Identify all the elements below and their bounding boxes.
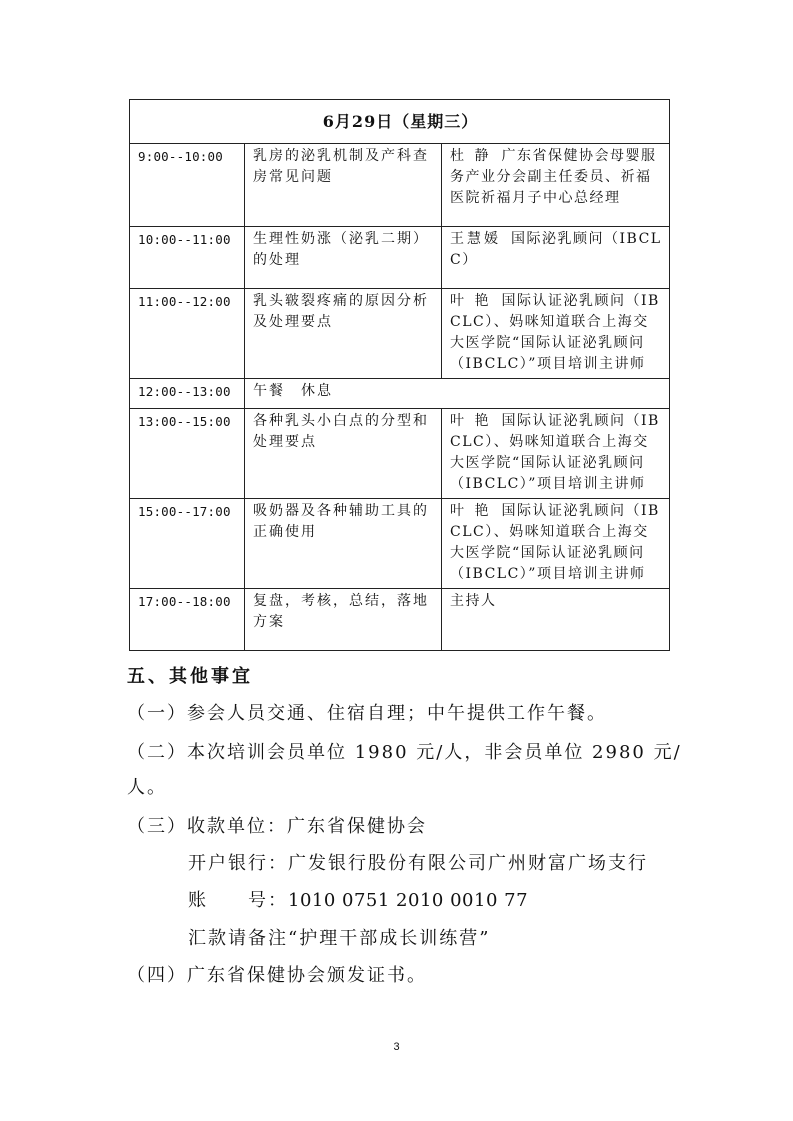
- table-row: [130, 144, 670, 227]
- item-certificate: （四）广东省保健协会颁发证书。: [127, 965, 427, 986]
- speaker-cell: [442, 499, 670, 589]
- speaker-name: 主持人: [450, 593, 497, 609]
- time-cell: 15:00--17:00: [130, 499, 245, 589]
- account-line: [188, 887, 528, 915]
- speaker-desc: 国际认证泌乳顾问（IBCLC）、妈咪知道联合上海交大医学院“国际认证泌乳顾问（IBCLC）”项目培训主讲师: [450, 413, 660, 492]
- topic-cell: 生理性奶涨（泌乳二期）的处理: [245, 227, 442, 289]
- topic-cell: 复盘，考核，总结，落地方案: [245, 589, 442, 651]
- item-fee-line2: 人。: [127, 777, 167, 798]
- time-cell: 13:00--15:00: [130, 409, 245, 499]
- lunch-cell: 午餐 休息: [245, 379, 670, 409]
- table-row: [130, 499, 670, 589]
- speaker-cell: [442, 589, 670, 651]
- account-label: 账 号：: [188, 890, 288, 911]
- table-row: [130, 409, 670, 499]
- item-payee: （三）收款单位：广东省保健协会: [127, 816, 427, 837]
- speaker-desc: 国际认证泌乳顾问（IBCLC）、妈咪知道联合上海交大医学院“国际认证泌乳顾问（IBCLC）”项目培训主讲师: [450, 503, 660, 582]
- item-transport: （一）参会人员交通、住宿自理；中午提供工作午餐。: [127, 703, 607, 724]
- speaker-desc: 广东省保健协会母婴服务产业分会副主任委员、祈福医院祈福月子中心总经理: [450, 148, 657, 206]
- speaker-desc: 国际认证泌乳顾问（IBCLC）、妈咪知道联合上海交大医学院“国际认证泌乳顾问（IBCLC）”项目培训主讲师: [450, 293, 660, 372]
- time-cell: 9:00--10:00: [130, 144, 245, 227]
- time-cell: 10:00--11:00: [130, 227, 245, 289]
- remit-note: 汇款请备注“护理干部成长训练营”: [188, 928, 491, 949]
- table-row: [130, 379, 670, 409]
- topic-cell: 乳房的泌乳机制及产科查房常见问题: [245, 144, 442, 227]
- day-header: 6月29日（星期三）: [130, 100, 670, 144]
- section-title: 五、其他事宜: [127, 666, 253, 687]
- speaker-cell: [442, 227, 670, 289]
- day-header-row: [130, 100, 670, 144]
- topic-cell: 吸奶器及各种辅助工具的正确使用: [245, 499, 442, 589]
- speaker-cell: [442, 144, 670, 227]
- speaker-desc: 国际泌乳顾问（IBCLC）: [450, 231, 662, 268]
- speaker-name: 杜 静: [450, 148, 492, 164]
- speaker-name: 叶 艳: [450, 503, 492, 519]
- time-cell: 12:00--13:00: [130, 379, 245, 409]
- time-cell: 11:00--12:00: [130, 289, 245, 379]
- speaker-name: 叶 艳: [450, 413, 492, 429]
- table-row: [130, 227, 670, 289]
- speaker-cell: [442, 289, 670, 379]
- time-cell: 17:00--18:00: [130, 589, 245, 651]
- speaker-name: 叶 艳: [450, 293, 492, 309]
- speaker-name: 王慧媛: [450, 231, 501, 247]
- speaker-cell: [442, 409, 670, 499]
- topic-cell: 乳头皲裂疼痛的原因分析及处理要点: [245, 289, 442, 379]
- table-row: [130, 289, 670, 379]
- item-fee-line1: （二）本次培训会员单位 1980 元/人，非会员单位 2980 元/: [127, 742, 682, 763]
- topic-cell: 各种乳头小白点的分型和处理要点: [245, 409, 442, 499]
- schedule-table: [129, 99, 670, 651]
- bank-line: 开户银行：广发银行股份有限公司广州财富广场支行: [188, 853, 648, 874]
- account-number: 1010 0751 2010 0010 77: [288, 890, 529, 911]
- table-row: [130, 589, 670, 651]
- page-number: 3: [393, 1041, 400, 1053]
